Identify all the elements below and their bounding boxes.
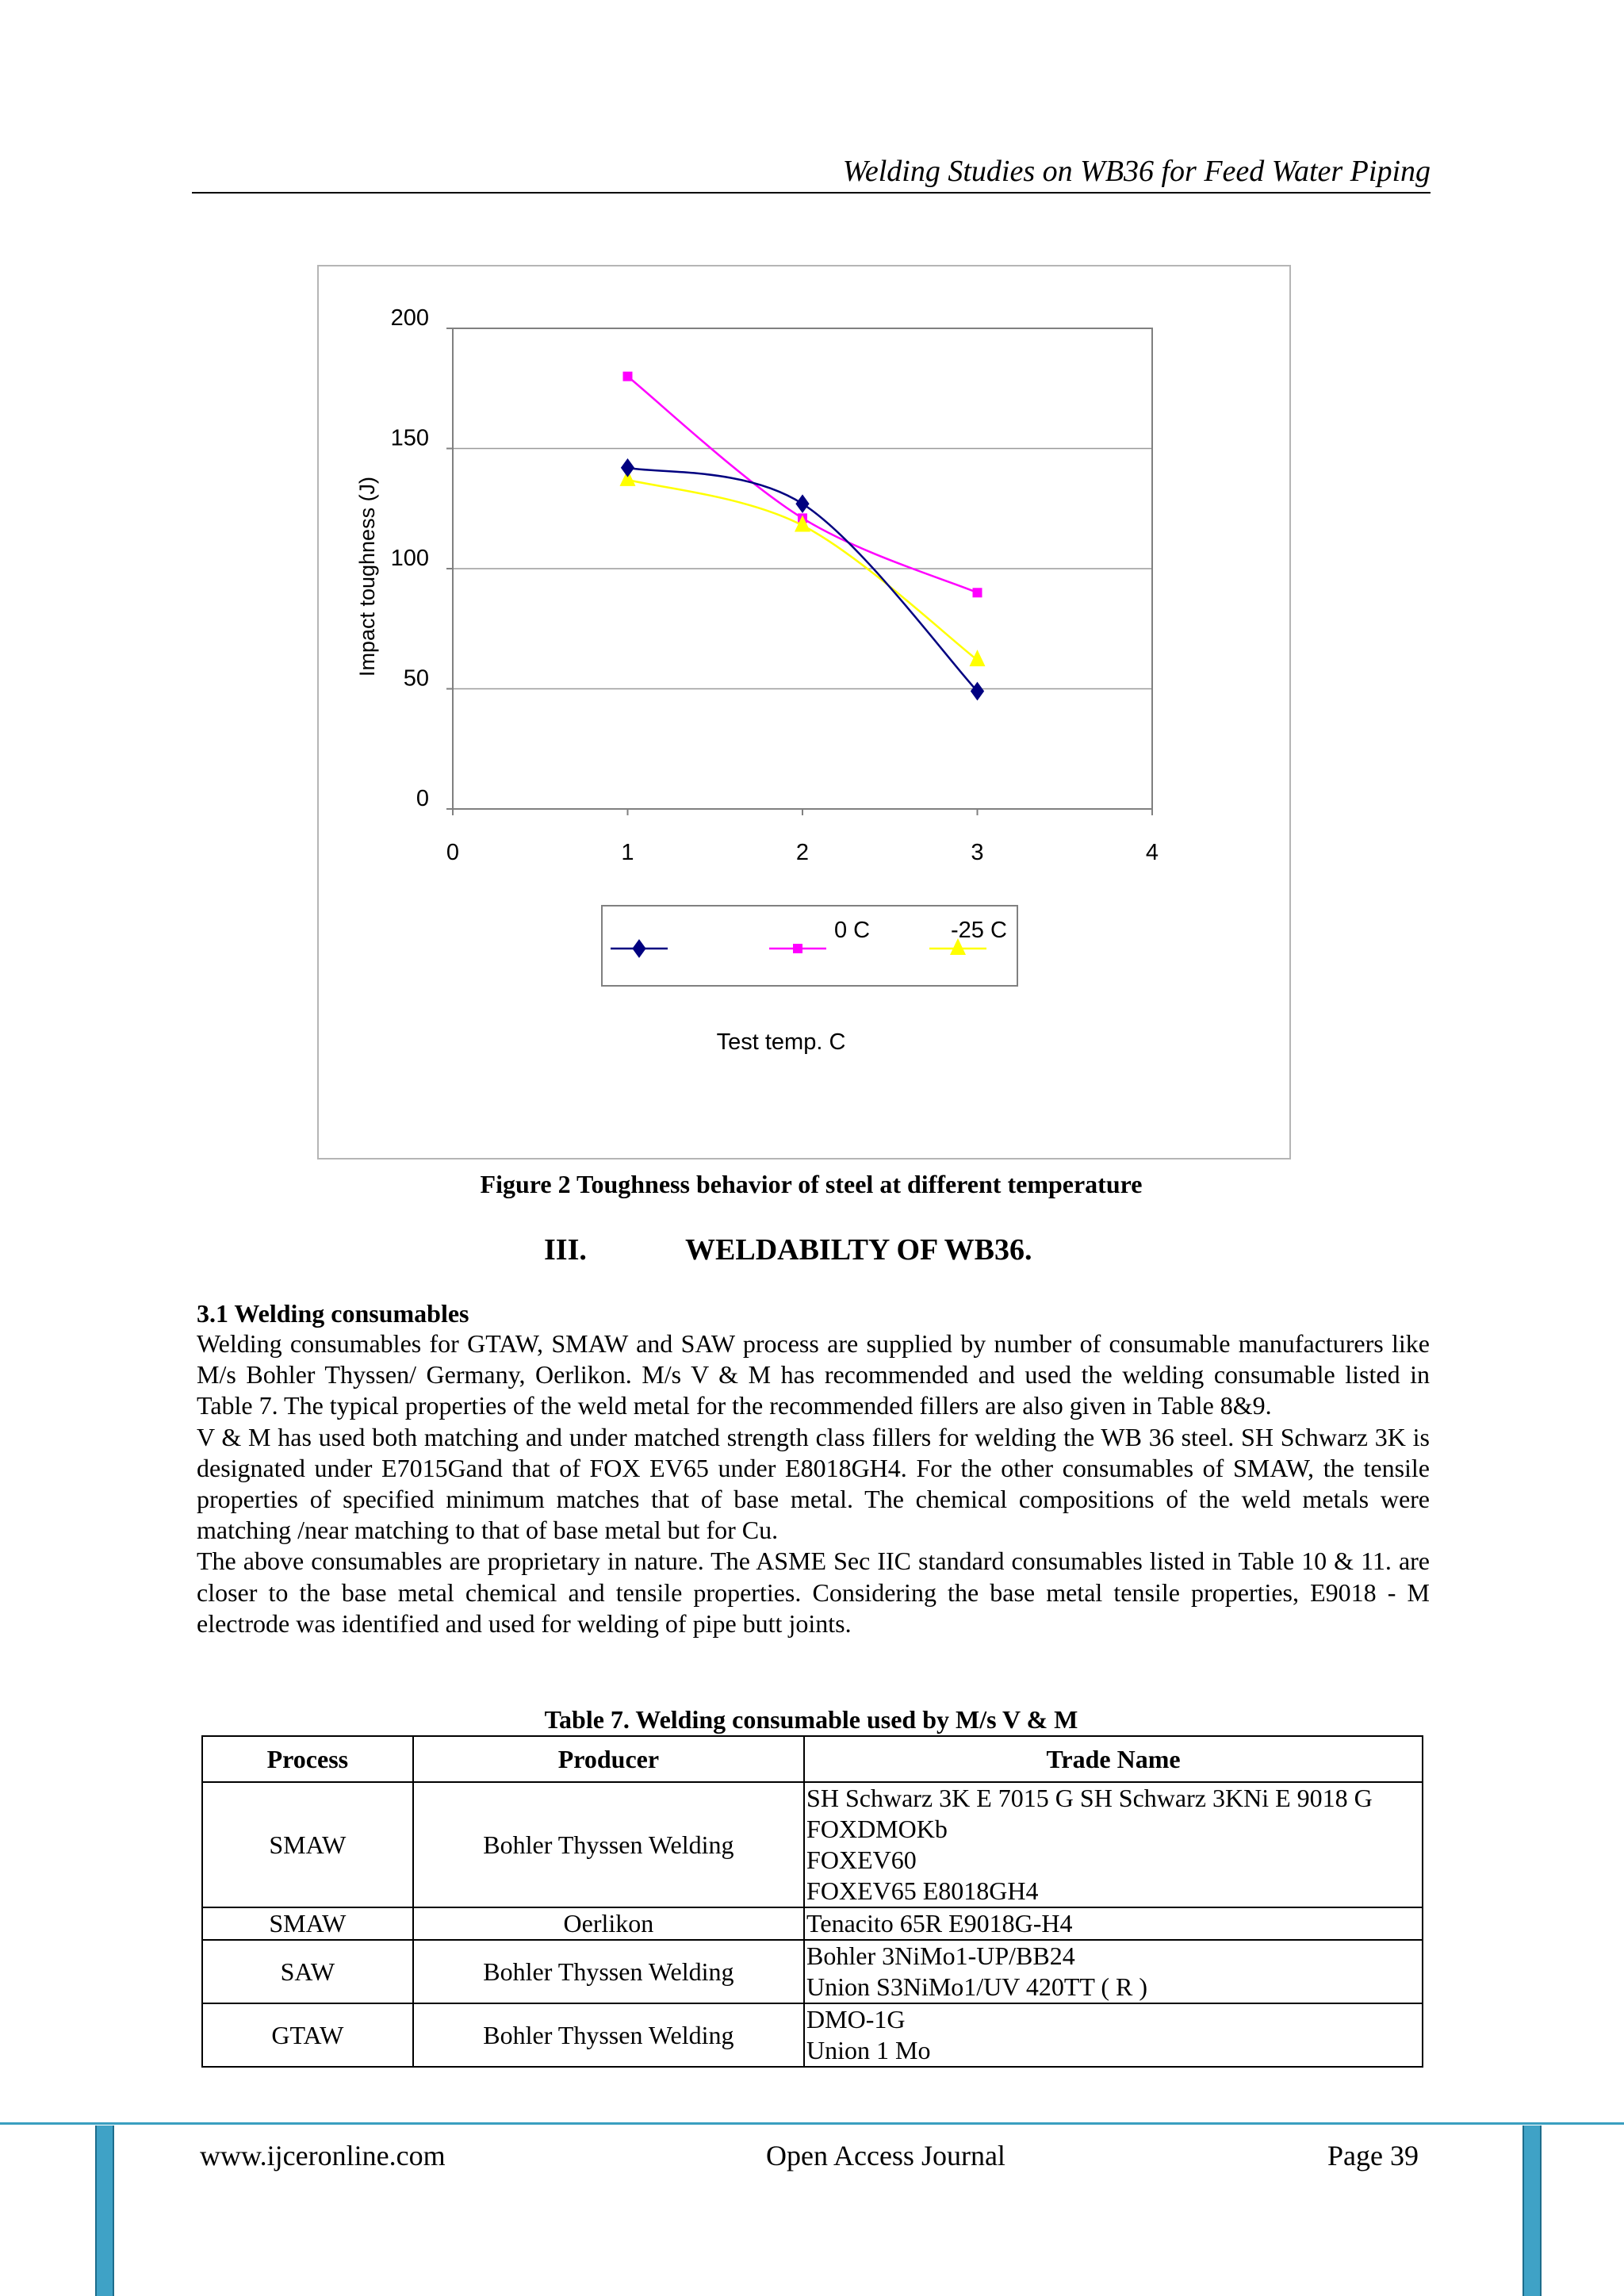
table-row [202,1907,1423,1940]
section-title: WELDABILTY OF WB36. [685,1233,1032,1267]
legend-label: -25 C [951,918,1007,943]
process-cell: SMAW [202,1782,413,1907]
data-point [622,459,634,477]
trade-name: FOXEV65 E8018GH4 [806,1876,1039,1905]
y-tick-label: 100 [390,546,429,571]
process-cell: SMAW [202,1907,413,1940]
legend-label: 0 C [834,918,871,943]
trade-name: Union 1 Mo [806,2036,931,2064]
table-row [202,2003,1423,2067]
figure-frame [317,265,1291,1159]
x-tick-label: 1 [621,840,634,865]
y-tick-label: 150 [390,425,429,451]
trade-name-cell [804,2003,1423,2067]
series-diamond [622,459,984,700]
data-point [973,588,982,597]
header-rule [192,192,1431,194]
paragraph: The above consumables are proprietary in nature. The ASME Sec IIC standard consumables listed in Table 10 & 11. are closer to the base metal chemical and tensile properties. Considering the base metal tensile properties, E9018 - M electrode was identified and used for welding of pipe butt joints. [197,1547,1430,1638]
footer-website[interactable]: www.ijceronline.com [200,2140,446,2171]
y-tick-label: 50 [403,665,429,692]
table-header-row [202,1736,1423,1782]
data-point [796,495,809,512]
y-axis-label: Impact toughness (J) [355,476,379,677]
figure-caption: Figure 2 Toughness behavior of steel at different temperature [480,1170,1143,1198]
footer-rule [0,2122,1624,2125]
trade-name-cell [804,1940,1423,2003]
data-point [623,372,633,381]
y-tick-label: 200 [390,305,429,331]
table-caption: Table 7. Welding consumable used by M/s V & M [544,1705,1078,1734]
x-axis-label: Test temp. C [716,1029,846,1055]
series-square [623,372,982,598]
trade-name-cell [804,1782,1423,1907]
producer-cell: Bohler Thyssen Welding [413,2003,804,2067]
trade-name: SH Schwarz 3K E 7015 G SH Schwarz 3KNi E 9018 G [806,1784,1373,1812]
legend [602,906,1017,986]
column-header: Trade Name [804,1736,1423,1782]
paragraph: Welding consumables for GTAW, SMAW and SAW process are supplied by number of consumable manufacturers like M/s Bohler Thyssen/ Germany, Oerlikon. M/s V & M has recommended and used the welding consumable listed in Table 7. The typical properties of the weld metal for the recommended fillers are also given in Table 8&9. [197,1329,1430,1420]
footer-right-bar [1522,2125,1542,2296]
trade-name: FOXDMOKb [806,1815,948,1843]
process-cell: SAW [202,1940,413,2003]
footer-page-number: Page 39 [1327,2140,1419,2171]
trade-name: DMO-1G [806,2005,906,2033]
x-tick-label: 3 [971,840,984,865]
series-line [628,377,978,593]
column-header: Producer [413,1736,804,1782]
footer-left-bar [95,2125,114,2296]
body-text [197,1328,1430,1639]
data-point [793,944,802,953]
producer-cell: Oerlikon [413,1907,804,1940]
trade-name: FOXEV60 [806,1846,917,1874]
x-tick-label: 4 [1145,840,1159,865]
footer-journal: Open Access Journal [766,2140,1005,2171]
process-cell: GTAW [202,2003,413,2067]
x-tick-label: 0 [446,840,460,865]
paragraph: V & M has used both matching and under matched strength class fillers for welding the WB 36 steel. SH Schwarz 3K is designated under E7015Gand that of FOX EV65 under E8018GH4. For the other consumables of SMAW, the tensile properties of specified minimum matches that of base metal. The chemical compositions of the weld metals were matching /near matching to that of base metal but for Cu. [197,1422,1430,1545]
column-header: Process [202,1736,413,1782]
producer-cell: Bohler Thyssen Welding [413,1782,804,1907]
table-row [202,1940,1423,2003]
trade-name: Tenacito 65R E9018G-H4 [806,1909,1073,1938]
running-header: Welding Studies on WB36 for Feed Water Piping [842,155,1431,188]
x-tick-label: 2 [795,840,810,865]
trade-name-cell [804,1907,1423,1940]
section-number: III. [544,1233,587,1267]
consumables-table [201,1735,1423,2068]
y-tick-label: 0 [416,786,429,811]
trade-name: Bohler 3NiMo1-UP/BB24 [806,1941,1075,1970]
subsection-title: 3.1 Welding consumables [197,1299,469,1328]
data-point [970,650,986,666]
producer-cell: Bohler Thyssen Welding [413,1940,804,2003]
trade-name: Union S3NiMo1/UV 420TT ( R ) [806,1972,1147,2001]
table-row [202,1782,1423,1907]
toughness-chart [319,266,1289,1158]
